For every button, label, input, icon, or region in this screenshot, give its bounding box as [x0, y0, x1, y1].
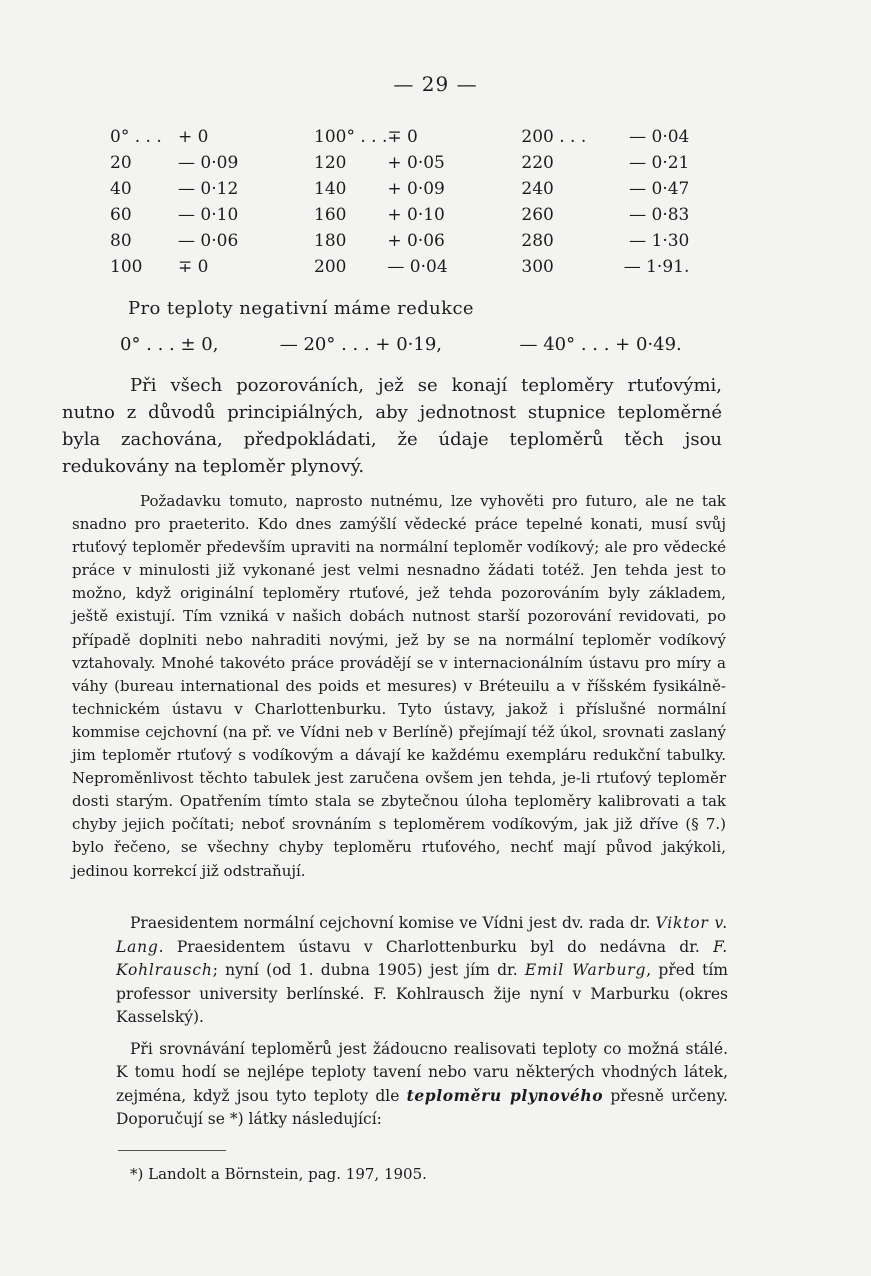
table-row	[110, 176, 689, 202]
paragraph-small-print: Požadavku tomuto, naprosto nutnému, lze vyhověti pro futuro, ale ne tak snadno pro praeterito. Kdo dnes zamýšlí vědecké práce tepelné konati, musí svůj rtuťový teploměr především upraviti na normální teploměr vodíkový; ale pro vědecké práce v minulosti již vykonané jest velmi nesnadno žádati totéž. Jen tehda jest to možno, když originální teploměry rtuťové, jež tehda pozorováním byly základem, ještě existují. Tím vzniká v našich dobách nutnost starší pozorování revidovati, po případě doplniti nebo nahraditi novými, jež by se na normální teploměr vodíkový vztahovaly. Mnohé takovéto práce provádějí se v internacionálním ústavu pro míry a váhy (bureau international des poids et mesures) v Bréteuilu a v říšském fysikálně-technickém ústavu v Charlottenburku. Tyto ústavy, jakož i příslušné normální kommise cejchovní (na př. ve Vídni neb v Berlíně) přejímají též úkol, srovnati zaslaný jim teploměr rtuťový s vodíkovým a dávají ke každému exempláru redukční tabulky. Neproměnlivost těchto tabulek jest zaručena ovšem jen tehda, je-li rtuťový teploměr dosti starým. Opatřením tímto stala se zbytečnou úloha teploměry kalibrovati a tak chyby jejich počítati; neboť srovnáním s teploměrem vodíkovým, jak již dříve (§ 7.) bylo řečeno, se všechny chyby teploměru rtuťového, nechť mají původ jakýkoli, jedinou korrekcí již odstraňují.	[72, 492, 726, 880]
table-cell: ∓ 0	[387, 127, 418, 147]
table-cell: — 0·21	[629, 153, 690, 173]
table-cell: 60	[110, 205, 132, 225]
table-cell: 280	[521, 231, 554, 251]
name-lang: Viktor v. Lang	[116, 914, 728, 956]
table-cell: 200 . . .	[521, 127, 587, 147]
page-number: — 29 —	[393, 72, 478, 96]
correction-table	[110, 124, 689, 280]
table-cell: — 0·47	[629, 179, 690, 199]
table-cell: + 0·05	[387, 153, 445, 173]
text: ; nyní (od 1. dubna 1905) jest jím dr.	[212, 961, 518, 979]
paragraph-fixed-points	[116, 1038, 728, 1131]
table-cell: 220	[521, 153, 554, 173]
name-warburg: Emil Warburg	[524, 961, 647, 979]
table-row	[110, 202, 689, 228]
table-cell: ∓ 0	[178, 257, 209, 277]
table-cell: — 0·12	[178, 179, 239, 199]
table-cell: 80	[110, 231, 132, 251]
table-cell: + 0·10	[387, 205, 445, 225]
table-row	[110, 150, 689, 176]
table-cell: 260	[521, 205, 554, 225]
table-cell: + 0·06	[387, 231, 445, 251]
text: . Praesidentem ústavu v Charlottenburku byl do nedávna dr.	[158, 937, 700, 956]
text: Při srovnávání teploměrů jest žádoucno realisovati teploty co možná stálé. K tomu hodí se nejlépe teploty tavení nebo varu některých vhodných látek, zejména, když jsou tyto teploty dle	[116, 1040, 728, 1105]
table-row	[110, 254, 689, 280]
negative-heading: Pro teploty negativní máme redukce	[128, 298, 474, 319]
negative-corrections	[120, 334, 682, 355]
table-cell: 100	[110, 257, 143, 277]
table-cell: 160	[314, 205, 347, 225]
table-cell: — 0·10	[178, 205, 239, 225]
footnote-rule	[118, 1150, 226, 1151]
table-cell: — 0·09	[178, 153, 239, 173]
table-cell: 0° . . .	[110, 127, 162, 147]
table-row	[110, 228, 689, 254]
table-cell: 300	[521, 257, 554, 277]
table-cell: + 0	[178, 127, 209, 147]
table-cell: 20	[110, 153, 132, 173]
table-cell: 140	[314, 179, 347, 199]
table-cell: 100° . . .	[314, 127, 388, 147]
paragraph-presidents	[116, 912, 728, 1030]
table-cell: — 0·06	[178, 231, 239, 251]
text: přesně určeny. Doporučují se *) látky následující:	[116, 1087, 728, 1128]
table-cell: — 0·04	[387, 257, 448, 277]
table-row	[110, 124, 689, 150]
table-cell: 180	[314, 231, 347, 251]
table-cell: + 0·09	[387, 179, 445, 199]
negative-value-20: — 20° . . . + 0·19,	[279, 334, 443, 355]
footnote: *) Landolt a Börnstein, pag. 197, 1905.	[130, 1165, 427, 1183]
table-cell: 200	[314, 257, 347, 277]
table-cell: — 1·30	[629, 231, 690, 251]
text: Praesidentem normální cejchovní komise ve Vídni jest dv. rada dr.	[130, 914, 651, 932]
table-cell: 120	[314, 153, 347, 173]
table-cell: — 0·04	[629, 127, 690, 147]
table-cell: 240	[521, 179, 554, 199]
text: , před tím professor university berlínské. F. Kohlrausch žije nyní v Marburku (okres Kasselský).	[116, 961, 728, 1026]
name-kohlrausch: F. Kohlrausch	[116, 937, 728, 979]
negative-value-40: — 40° . . . + 0·49.	[519, 334, 682, 355]
negative-value-0: 0° . . . ± 0,	[120, 334, 219, 355]
paragraph-main: Při všech pozorováních, jež se konají teploměry rtuťovými, nutno z důvodů principiálných, aby jednotnost stupnice teploměrné byla zachována, předpokládati, že údaje teploměrů těch jsou redukovány na teploměr plynový.	[62, 375, 722, 477]
table-cell: 40	[110, 179, 132, 199]
emphasis-gas-thermometer: teploměru plynového	[406, 1086, 604, 1105]
table-cell: — 0·83	[629, 205, 690, 225]
table-cell: — 1·91.	[623, 257, 690, 277]
